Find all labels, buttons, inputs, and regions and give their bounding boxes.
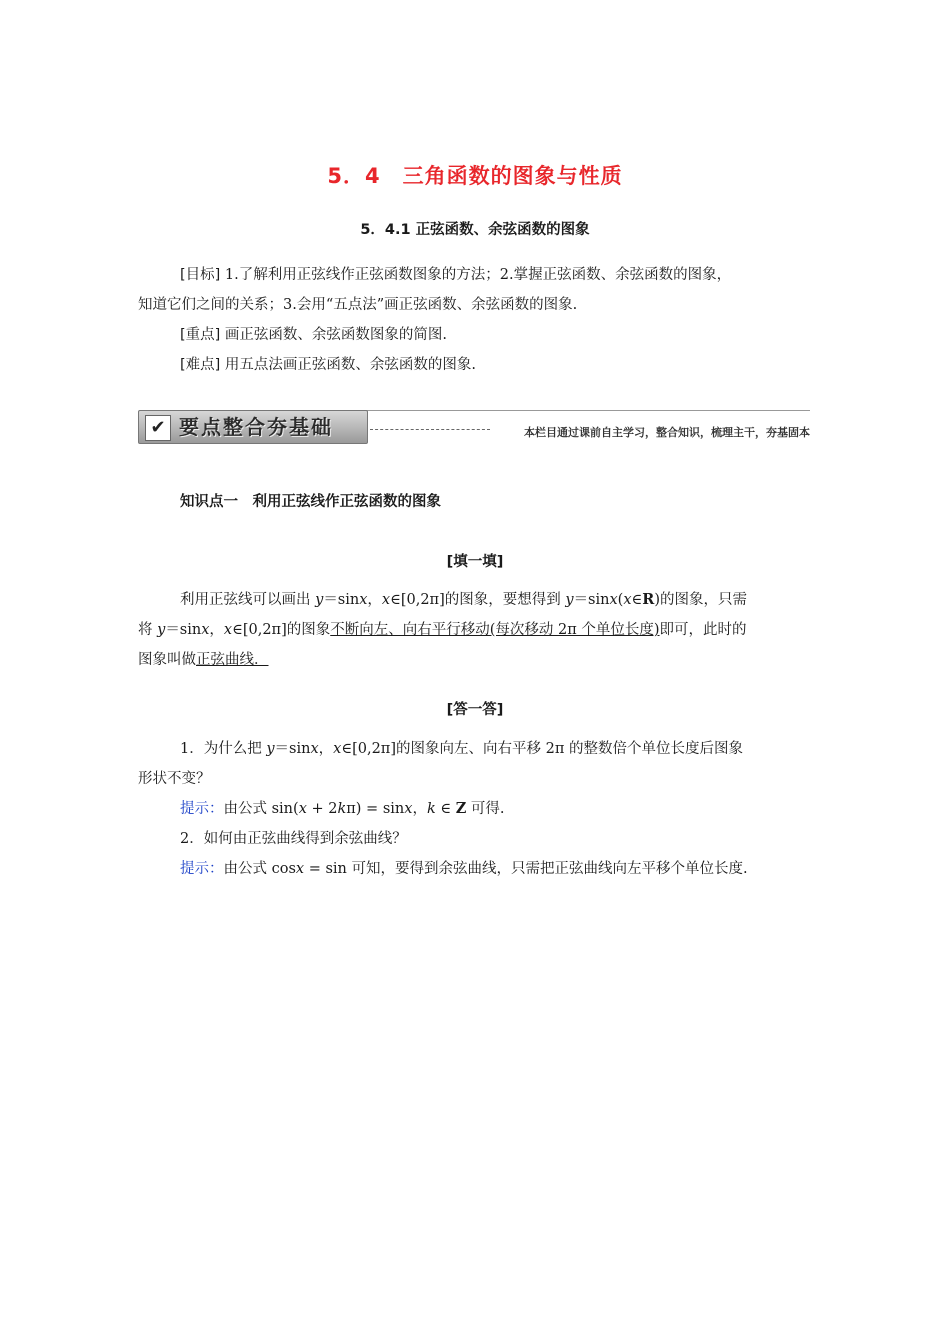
target-tag: [目标] [180, 267, 221, 283]
checkmark-icon: ✔ [145, 415, 171, 441]
banner-rule [366, 410, 810, 411]
fill-paragraph [138, 585, 814, 675]
banner-dashed-line [370, 429, 490, 430]
qa-section [138, 734, 814, 884]
target-text-1: 1.了解利用正弦线作正弦函数图象的方法；2.掌握正弦函数、余弦函数的图象， [220, 267, 732, 283]
key-tag: [重点] [180, 327, 221, 343]
key-text: 画正弦函数、余弦函数图象的简图. [220, 327, 448, 343]
question-1: 1．为什么把 y＝sinx，x∈[0,2π]的图象向左、向右平移 2π 的整数倍个单位长度后图象 [180, 741, 743, 757]
difficult-tag: [难点] [180, 357, 221, 373]
fill-line-3: 图象叫做正弦曲线． [138, 652, 269, 668]
hint-label-2: 提示： [180, 861, 224, 877]
difficult-text: 用五点法画正弦函数、余弦函数的图象. [220, 357, 477, 373]
goal-difficult-line [138, 350, 814, 380]
section-title: 5．4 三角函数的图象与性质 [327, 164, 623, 188]
subsection-title: 5．4.1 正弦函数、余弦函数的图象 [360, 222, 590, 238]
fill-line-1: 利用正弦线可以画出 y＝sinx，x∈[0,2π]的图象，要想得到 y＝sinx(x∈R)的图象，只需 [180, 591, 747, 608]
fill-heading: [填一填] [446, 554, 504, 570]
fill-blank-1: 不断向左、向右平行移动(每次移动 2π 个单位长度) [330, 622, 660, 638]
question-1-cont: 形状不变？ [138, 771, 211, 787]
answer-1: 提示：由公式 sin(x + 2kπ) = sinx，k ∈ Z 可得. [180, 800, 505, 817]
banner-label: 要点整合夯基础 [179, 415, 333, 439]
banner-note: 本栏目通过课前自主学习，整合知识，梳理主干，夯基固本 [524, 426, 810, 439]
question-2: 2．如何由正弦曲线得到余弦曲线？ [180, 831, 407, 847]
fill-line-2: 将 y＝sinx，x∈[0,2π]的图象不断向左、向右平行移动(每次移动 2π 个单位长度)即可，此时的 [138, 622, 747, 638]
goal-key-line [138, 320, 814, 350]
goal-target-line [138, 260, 814, 290]
section-banner [138, 410, 810, 444]
knowledge-point-title: 知识点一 利用正弦线作正弦函数的图象 [180, 494, 441, 510]
answer-heading: [答一答] [446, 702, 504, 718]
learning-goals [138, 260, 814, 380]
fill-blank-2: 正弦曲线． [196, 652, 269, 668]
hint-label: 提示： [180, 801, 224, 817]
goal-target-line-2: 知道它们之间的关系；3.会用“五点法”画正弦函数、余弦函数的图象. [138, 297, 578, 313]
answer-2: 提示：由公式 cosx = sin 可知，要得到余弦曲线，只需把正弦曲线向左平移个单位长度. [180, 861, 748, 877]
banner-label-box [138, 410, 368, 444]
